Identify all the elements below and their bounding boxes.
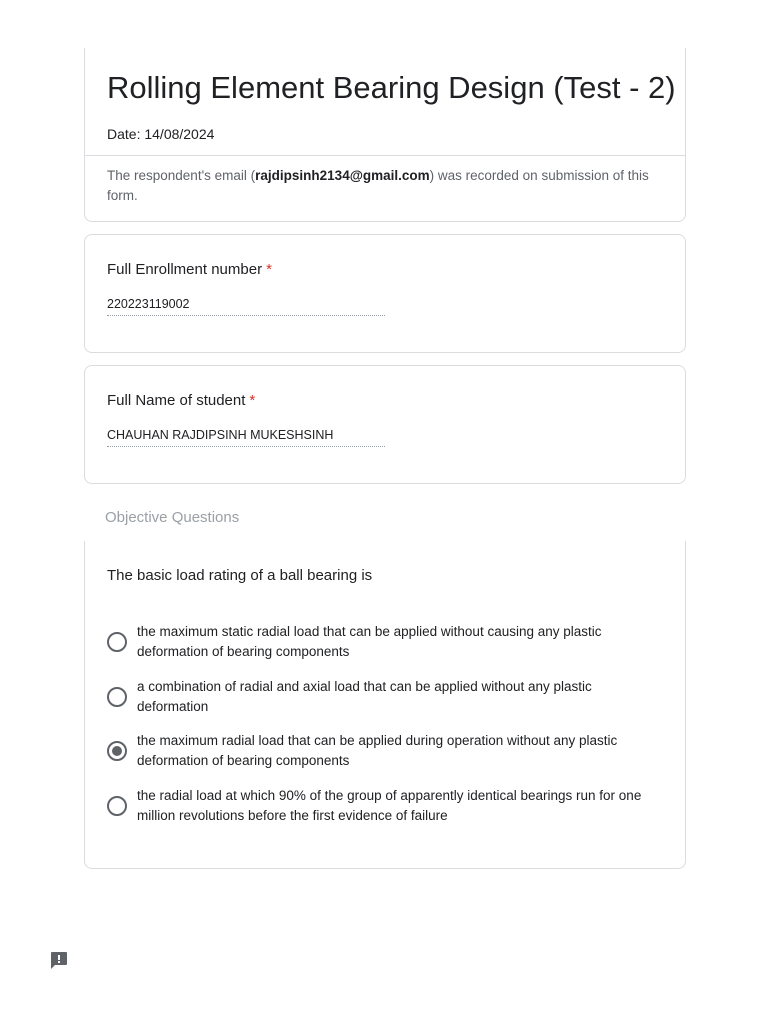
section-title: Objective Questions <box>105 509 240 526</box>
question-card-name <box>84 365 686 484</box>
mcq-option-2[interactable] <box>107 677 663 716</box>
mcq-option-label: a combination of radial and axial load that can be applied without any plastic deformation <box>137 679 592 714</box>
question-label-name <box>107 392 255 409</box>
mcq-option-3[interactable] <box>107 731 663 770</box>
radio-button-icon[interactable] <box>107 687 127 707</box>
radio-button-icon[interactable] <box>107 796 127 816</box>
mcq-option-label: the maximum static radial load that can be applied without causing any plastic deformation of bearing components <box>137 624 602 659</box>
email-notice-suffix: ) was recorded on submission of this form. <box>107 168 649 203</box>
question-label-text: Full Name of student <box>107 392 246 409</box>
header-divider <box>85 155 685 156</box>
mcq-option-1[interactable] <box>107 622 663 661</box>
feedback-icon-svg <box>49 950 69 970</box>
name-answer-field[interactable]: CHAUHAN RAJDIPSINH MUKESHSINH <box>107 428 385 447</box>
respondent-email: rajdipsinh2134@gmail.com <box>255 168 430 183</box>
mcq-card <box>84 541 686 869</box>
mcq-option-label: the radial load at which 90% of the group of apparently identical bearings run for one million revolutions before the first evidence of failure <box>137 788 642 823</box>
email-notice-prefix: The respondent's email ( <box>107 168 256 183</box>
radio-button-icon[interactable] <box>107 741 127 761</box>
question-label-enrollment <box>107 261 272 278</box>
enrollment-answer-field[interactable]: 220223119002 <box>107 297 385 316</box>
form-date: Date: 14/08/2024 <box>107 126 215 142</box>
question-card-enrollment <box>84 234 686 353</box>
form-title: Rolling Element Bearing Design (Test - 2) <box>107 70 676 105</box>
mcq-option-label: the maximum radial load that can be applied during operation without any plastic deformation of bearing components <box>137 733 618 768</box>
feedback-icon[interactable] <box>49 950 69 970</box>
required-asterisk: * <box>249 392 256 409</box>
mcq-option-4[interactable] <box>107 786 663 825</box>
radio-button-icon[interactable] <box>107 632 127 652</box>
required-asterisk: * <box>266 261 272 278</box>
email-notice <box>107 166 663 206</box>
form-header-card <box>84 48 686 222</box>
mcq-question-text: The basic load rating of a ball bearing is <box>107 567 373 584</box>
question-label-text: Full Enrollment number <box>107 261 263 278</box>
